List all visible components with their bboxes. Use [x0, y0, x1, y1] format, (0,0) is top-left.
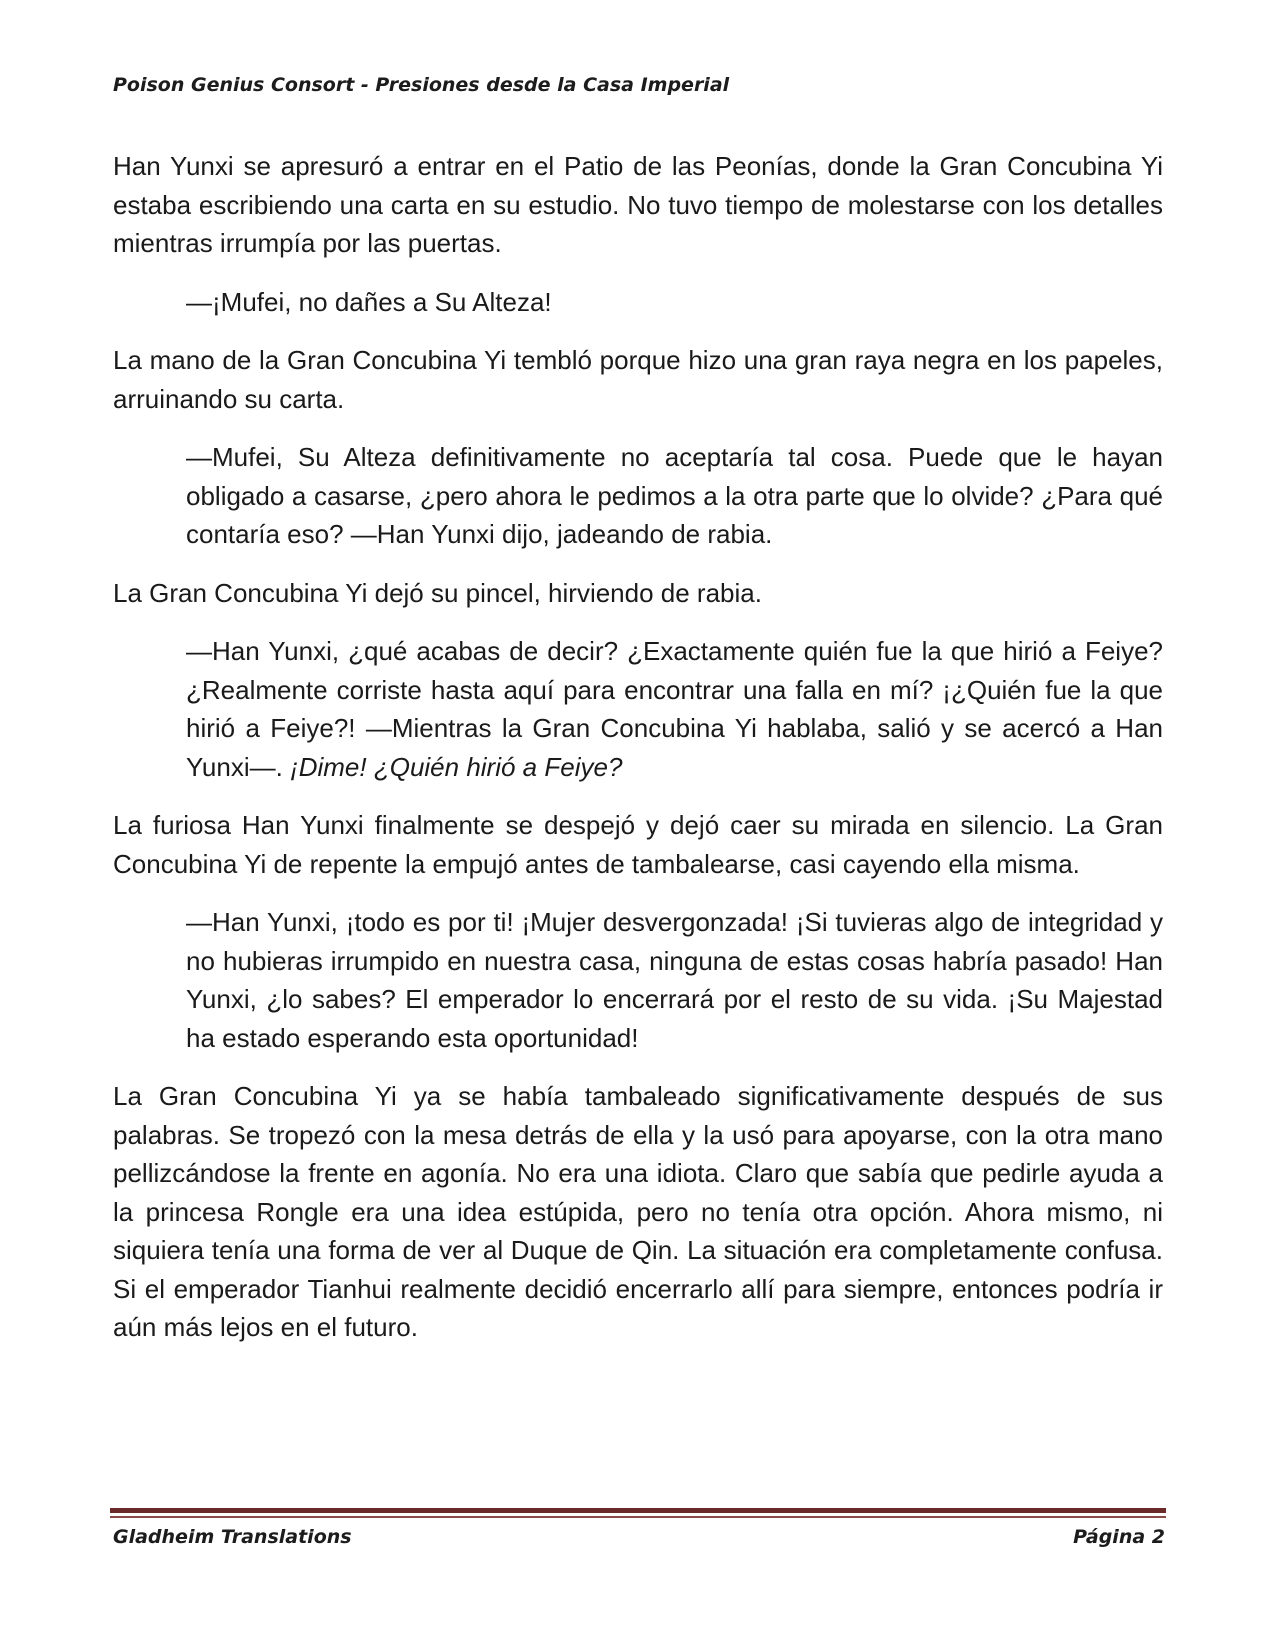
paragraph-dialogue: —Mufei, Su Alteza definitivamente no aceptaría tal cosa. Puede que le hayan obligado a casarse, ¿pero ahora le pedimos a la otra parte que lo olvide? ¿Para qué contaría eso? —Han Yunxi dijo, jadeando de rabia. [186, 442, 1163, 549]
paragraph-dialogue: —Han Yunxi, ¡todo es por ti! ¡Mujer desvergonzada! ¡Si tuvieras algo de integridad y no hubieras irrumpido en nuestra casa, ninguna de estas cosas habría pasado! Han Yunxi, ¿lo sabes? El emperador lo encerrará por el resto de su vida. ¡Su Majestad ha estado esperando esta oportunidad! [186, 907, 1163, 1053]
paragraph-narration: La Gran Concubina Yi ya se había tambaleado significativamente después de sus palabras. Se tropezó con la mesa detrás de ella y la usó para apoyarse, con la otra mano pellizcándose la frente en agonía. No era una idiota. Claro que sabía que pedirle ayuda a la princesa Rongle era una idea estúpida, pero no tenía otra opción. Ahora mismo, ni siquiera tenía una forma de ver al Duque de Qin. La situación era completamente confusa. Si el emperador Tianhui realmente decidió encerrarlo allí para siempre, entonces podría ir aún más lejos en el futuro. [113, 1081, 1163, 1342]
footer-divider-thin [110, 1516, 1166, 1518]
footer-divider [110, 1508, 1166, 1513]
dialogue-text: —Han Yunxi, ¿qué acabas de decir? ¿Exactamente quién fue la que hirió a Feiye? ¿Realmente corriste hasta aquí para encontrar una falla en mí? ¡¿Quién fue la que hirió a Feiye?! —Mientras la Gran Concubina Yi hablaba, salió y se acercó a Han Yunxi—. [186, 636, 1163, 782]
paragraph-narration: La mano de la Gran Concubina Yi tembló porque hizo una gran raya negra en los papeles, arruinando su carta. [113, 345, 1163, 414]
paragraph-dialogue [186, 632, 1163, 786]
page-number: Página 2 [1073, 1526, 1165, 1548]
footer-credit: Gladheim Translations [113, 1526, 352, 1548]
paragraph-narration: La Gran Concubina Yi dejó su pincel, hirviendo de rabia. [113, 577, 762, 608]
paragraph-narration: La furiosa Han Yunxi finalmente se despejó y dejó caer su mirada en silencio. La Gran Concubina Yi de repente la empujó antes de tambalearse, casi cayendo ella misma. [113, 810, 1163, 879]
running-header: Poison Genius Consort - Presiones desde la Casa Imperial [113, 74, 730, 96]
paragraph-dialogue: —¡Mufei, no dañes a Su Alteza! [186, 286, 552, 317]
page-body [113, 147, 1163, 1367]
dialogue-italic-text: ¡Dime! ¿Quién hirió a Feiye? [290, 751, 623, 782]
paragraph-narration: Han Yunxi se apresuró a entrar en el Patio de las Peonías, donde la Gran Concubina Yi estaba escribiendo una carta en su estudio. No tuvo tiempo de molestarse con los detalles mientras irrumpía por las puertas. [113, 151, 1163, 258]
